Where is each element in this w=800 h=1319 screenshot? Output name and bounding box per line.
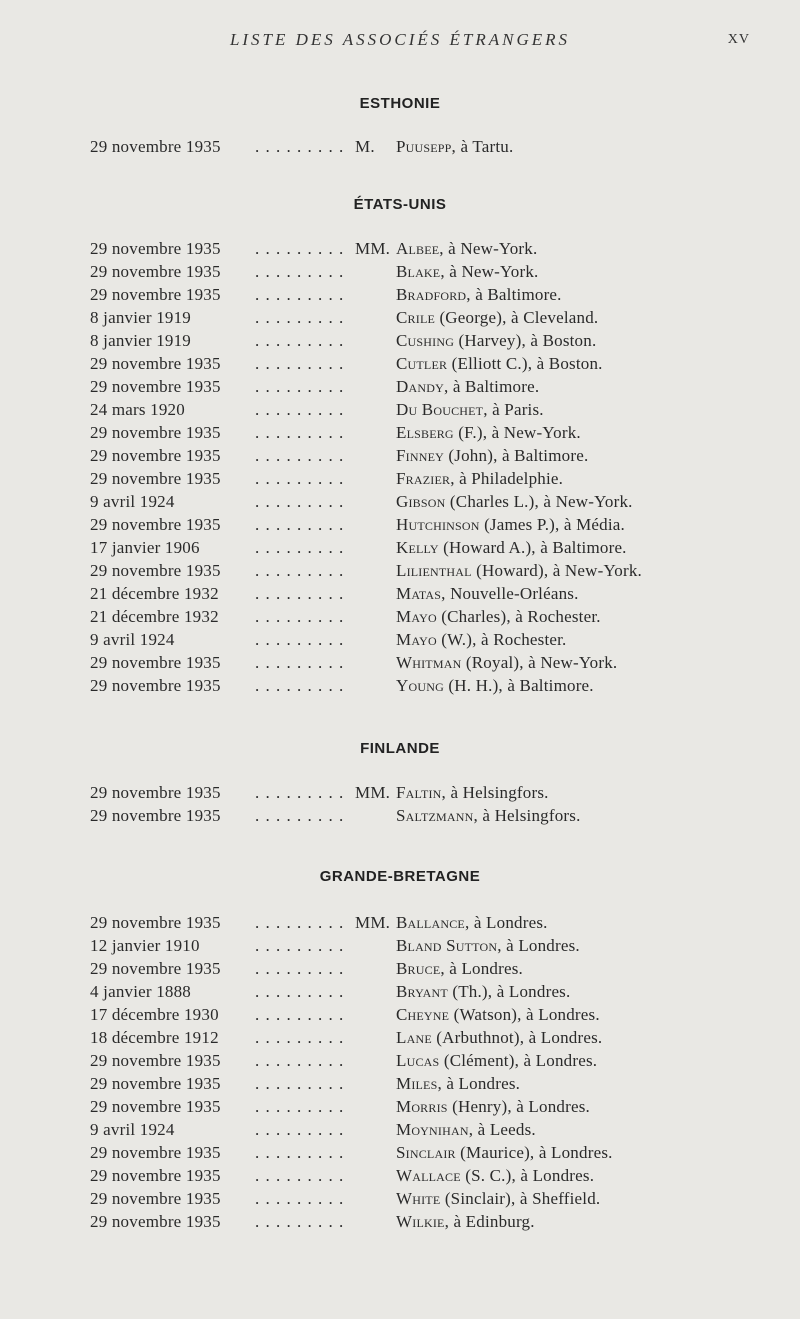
dot-leader: [255, 1187, 350, 1210]
election-date: 29 novembre 1935: [90, 1051, 221, 1070]
election-date: 29 novembre 1935: [90, 1143, 221, 1162]
associate-name: Matas: [396, 584, 442, 603]
associate-details: (Harvey), à Boston.: [454, 331, 597, 350]
associate-details: , à New-York.: [440, 262, 539, 281]
associate-name: Hutchinson: [396, 515, 480, 534]
associate-details: (W.), à Rochester.: [436, 630, 567, 649]
list-item: [0, 934, 800, 957]
associate-name: Du Bouchet: [396, 400, 484, 419]
associate-details: (Clément), à Londres.: [439, 1051, 598, 1070]
associate-details: (Charles), à Rochester.: [436, 607, 601, 626]
list-item: [0, 582, 800, 605]
list-item: [0, 513, 800, 536]
associate-details: , à Tartu.: [451, 137, 514, 156]
associate-entry: [396, 1072, 520, 1095]
dot-leader: [255, 283, 350, 306]
associate-entry: [396, 536, 627, 559]
list-item: [0, 559, 800, 582]
election-date: 29 novembre 1935: [90, 959, 221, 978]
associate-entry: [396, 352, 603, 375]
associate-name: Frazier: [396, 469, 451, 488]
associate-details: , à Paris.: [483, 400, 544, 419]
election-date: 29 novembre 1935: [90, 676, 221, 695]
associate-details: , à New-York.: [439, 239, 538, 258]
associate-details: (Howard A.), à Baltimore.: [438, 538, 627, 557]
list-item: [0, 444, 800, 467]
associate-entry: [396, 490, 633, 513]
list-item: [0, 329, 800, 352]
associate-entry: [396, 467, 563, 490]
associate-entry: [396, 1118, 536, 1141]
election-date: 29 novembre 1935: [90, 377, 221, 396]
dot-leader: [255, 781, 350, 804]
associate-name: Faltin: [396, 783, 442, 802]
dot-leader: [255, 1072, 350, 1095]
election-date: 17 janvier 1906: [90, 538, 200, 557]
election-date: 29 novembre 1935: [90, 1189, 221, 1208]
associate-entry: [396, 1164, 594, 1187]
associate-name: Elsberg: [396, 423, 454, 442]
associate-details: (Howard), à New-York.: [471, 561, 642, 580]
list-item: [0, 957, 800, 980]
election-date: 4 janvier 1888: [90, 982, 191, 1001]
associate-name: Cutler: [396, 354, 448, 373]
associate-name: Crile: [396, 308, 435, 327]
dot-leader: [255, 306, 350, 329]
section-heading: ESTHONIE: [359, 95, 441, 112]
list-item: [0, 1187, 800, 1210]
election-date: 29 novembre 1935: [90, 1166, 221, 1185]
dot-leader: [255, 513, 350, 536]
dot-leader: [255, 1141, 350, 1164]
associate-entry: [396, 398, 544, 421]
election-date: 18 décembre 1912: [90, 1028, 219, 1047]
associate-details: (H. H.), à Baltimore.: [443, 676, 594, 695]
associate-name: White: [396, 1189, 441, 1208]
list-item: [0, 398, 800, 421]
list-item: [0, 1141, 800, 1164]
dot-leader: [255, 1095, 350, 1118]
dot-leader: [255, 1049, 350, 1072]
election-date: 9 avril 1924: [90, 630, 175, 649]
election-date: 17 décembre 1930: [90, 1005, 219, 1024]
list-item: [0, 1118, 800, 1141]
associate-details: (Sinclair), à Sheffield.: [440, 1189, 601, 1208]
associate-entry: [396, 1026, 602, 1049]
election-date: 29 novembre 1935: [90, 1074, 221, 1093]
list-item: [0, 1072, 800, 1095]
election-date: 29 novembre 1935: [90, 1212, 221, 1231]
associate-name: Dandy: [396, 377, 444, 396]
dot-leader: [255, 536, 350, 559]
associate-name: Morris: [396, 1097, 448, 1116]
associate-entry: [396, 559, 642, 582]
election-date: 8 janvier 1919: [90, 308, 191, 327]
election-date: 29 novembre 1935: [90, 354, 221, 373]
associate-entry: [396, 237, 537, 260]
associate-name: Mayo: [396, 607, 437, 626]
associate-details: (Maurice), à Londres.: [455, 1143, 613, 1162]
list-item: [0, 467, 800, 490]
associate-details: , à Helsingfors.: [473, 806, 581, 825]
election-date: 24 mars 1920: [90, 400, 185, 419]
list-item: [0, 536, 800, 559]
associate-entry: [396, 582, 579, 605]
election-date: 21 décembre 1932: [90, 584, 219, 603]
associate-details: (S. C.), à Londres.: [460, 1166, 595, 1185]
associate-name: Young: [396, 676, 444, 695]
election-date: 9 avril 1924: [90, 492, 175, 511]
associate-entry: [396, 306, 598, 329]
list-item: [0, 135, 800, 158]
list-item: [0, 911, 800, 934]
dot-leader: [255, 467, 350, 490]
dot-leader: [255, 444, 350, 467]
list-item: [0, 1164, 800, 1187]
associate-entry: [396, 628, 567, 651]
associate-details: (John), à Baltimore.: [443, 446, 589, 465]
list-item: [0, 628, 800, 651]
associate-name: Bradford: [396, 285, 467, 304]
associate-name: Moynihan: [396, 1120, 469, 1139]
dot-leader: [255, 911, 350, 934]
election-date: 29 novembre 1935: [90, 653, 221, 672]
dot-leader: [255, 1210, 350, 1233]
page-number: XV: [727, 32, 750, 47]
associate-details: , à Londres.: [440, 959, 523, 978]
associate-name: Miles: [396, 1074, 438, 1093]
election-date: 29 novembre 1935: [90, 469, 221, 488]
list-item: [0, 1049, 800, 1072]
dot-leader: [255, 421, 350, 444]
associate-name: Lucas: [396, 1051, 440, 1070]
associate-name: Bruce: [396, 959, 441, 978]
running-head: [0, 30, 800, 54]
associate-entry: [396, 934, 580, 957]
associate-entry: [396, 911, 548, 934]
dot-leader: [255, 628, 350, 651]
dot-leader: [255, 135, 350, 158]
associate-details: (F.), à New-York.: [453, 423, 581, 442]
dot-leader: [255, 1118, 350, 1141]
associate-entry: [396, 513, 625, 536]
associate-details: (James P.), à Média.: [479, 515, 625, 534]
dot-leader: [255, 490, 350, 513]
election-date: 12 janvier 1910: [90, 936, 200, 955]
associate-entry: [396, 674, 594, 697]
list-item: [0, 1095, 800, 1118]
associate-entry: [396, 1210, 535, 1233]
dot-leader: [255, 1026, 350, 1049]
associate-name: Gibson: [396, 492, 446, 511]
dot-leader: [255, 352, 350, 375]
honorific: MM.: [355, 783, 391, 802]
election-date: 29 novembre 1935: [90, 806, 221, 825]
election-date: 29 novembre 1935: [90, 446, 221, 465]
list-item: [0, 980, 800, 1003]
associate-entry: [396, 1187, 600, 1210]
election-date: 29 novembre 1935: [90, 423, 221, 442]
dot-leader: [255, 559, 350, 582]
election-date: 29 novembre 1935: [90, 137, 221, 156]
associate-details: , à Londres.: [464, 913, 548, 932]
dot-leader: [255, 980, 350, 1003]
associate-name: Wilkie: [396, 1212, 445, 1231]
election-date: 9 avril 1924: [90, 1120, 175, 1139]
election-date: 8 janvier 1919: [90, 331, 191, 350]
associate-entry: [396, 421, 581, 444]
dot-leader: [255, 329, 350, 352]
dot-leader: [255, 260, 350, 283]
list-item: [0, 352, 800, 375]
associate-name: Ballance: [396, 913, 465, 932]
associate-entry: [396, 1049, 597, 1072]
associate-details: , à Leeds.: [468, 1120, 536, 1139]
associate-name: Kelly: [396, 538, 439, 557]
associate-details: (Henry), à Londres.: [447, 1097, 590, 1116]
dot-leader: [255, 674, 350, 697]
associate-entry: [396, 957, 523, 980]
section-heading: GRANDE-BRETAGNE: [319, 868, 481, 885]
associate-entry: [396, 781, 549, 804]
associate-entry: [396, 444, 588, 467]
associate-name: Saltzmann: [396, 806, 474, 825]
list-item: [0, 781, 800, 804]
list-item: [0, 804, 800, 827]
dot-leader: [255, 934, 350, 957]
election-date: 29 novembre 1935: [90, 1097, 221, 1116]
associate-details: (Charles L.), à New-York.: [445, 492, 633, 511]
associate-name: Finney: [396, 446, 444, 465]
dot-leader: [255, 375, 350, 398]
associate-entry: [396, 1095, 590, 1118]
election-date: 29 novembre 1935: [90, 285, 221, 304]
dot-leader: [255, 1003, 350, 1026]
list-item: [0, 306, 800, 329]
section-heading: FINLANDE: [360, 740, 440, 757]
list-item: [0, 375, 800, 398]
election-date: 29 novembre 1935: [90, 783, 221, 802]
associate-details: , à Philadelphie.: [450, 469, 564, 488]
dot-leader: [255, 1164, 350, 1187]
dot-leader: [255, 237, 350, 260]
associate-entry: [396, 329, 596, 352]
section-heading: ÉTATS-UNIS: [353, 196, 447, 213]
associate-name: Whitman: [396, 653, 462, 672]
associate-name: Bland Sutton: [396, 936, 498, 955]
associate-name: Wallace: [396, 1166, 461, 1185]
associate-name: Blake: [396, 262, 441, 281]
list-item: [0, 260, 800, 283]
list-item: [0, 1210, 800, 1233]
list-item: [0, 605, 800, 628]
associate-name: Albee: [396, 239, 440, 258]
associate-details: (George), à Cleveland.: [435, 308, 599, 327]
list-item: [0, 237, 800, 260]
associate-entry: [396, 804, 581, 827]
associate-entry: [396, 135, 513, 158]
associate-details: (Elliott C.), à Boston.: [447, 354, 603, 373]
dot-leader: [255, 582, 350, 605]
associate-entry: [396, 375, 539, 398]
associate-entry: [396, 1141, 613, 1164]
dot-leader: [255, 957, 350, 980]
list-item: [0, 283, 800, 306]
list-item: [0, 1026, 800, 1049]
associate-entry: [396, 260, 539, 283]
election-date: 29 novembre 1935: [90, 515, 221, 534]
associate-entry: [396, 1003, 600, 1026]
associate-name: Mayo: [396, 630, 437, 649]
associate-details: , à Londres.: [497, 936, 580, 955]
associate-entry: [396, 651, 617, 674]
election-date: 29 novembre 1935: [90, 561, 221, 580]
list-item: [0, 490, 800, 513]
associate-entry: [396, 283, 562, 306]
associate-name: Cheyne: [396, 1005, 450, 1024]
associate-entry: [396, 605, 601, 628]
associate-name: Sinclair: [396, 1143, 456, 1162]
election-date: 29 novembre 1935: [90, 239, 221, 258]
associate-details: , à Baltimore.: [466, 285, 562, 304]
dot-leader: [255, 651, 350, 674]
associate-name: Bryant: [396, 982, 448, 1001]
list-item: [0, 674, 800, 697]
election-date: 21 décembre 1932: [90, 607, 219, 626]
associate-details: (Arbuthnot), à Londres.: [431, 1028, 603, 1047]
honorific: M.: [355, 137, 375, 156]
associate-details: , à Baltimore.: [443, 377, 540, 396]
election-date: 29 novembre 1935: [90, 913, 221, 932]
associate-name: Puusepp: [396, 137, 452, 156]
associate-name: Cushing: [396, 331, 455, 350]
list-item: [0, 421, 800, 444]
election-date: 29 novembre 1935: [90, 262, 221, 281]
dot-leader: [255, 804, 350, 827]
associate-details: , Nouvelle-Orléans.: [441, 584, 579, 603]
honorific: MM.: [355, 239, 391, 258]
running-title: LISTE DES ASSOCIÉS ÉTRANGERS: [229, 30, 571, 49]
associate-details: (Watson), à Londres.: [449, 1005, 600, 1024]
associate-details: , à Edinburg.: [444, 1212, 535, 1231]
list-item: [0, 1003, 800, 1026]
associate-entry: [396, 980, 570, 1003]
list-item: [0, 651, 800, 674]
associate-details: , à Helsingfors.: [441, 783, 549, 802]
associate-details: (Th.), à Londres.: [447, 982, 571, 1001]
dot-leader: [255, 605, 350, 628]
associate-name: Lane: [396, 1028, 432, 1047]
associate-details: , à Londres.: [437, 1074, 521, 1093]
associate-details: (Royal), à New-York.: [461, 653, 618, 672]
honorific: MM.: [355, 913, 391, 932]
dot-leader: [255, 398, 350, 421]
associate-name: Lilienthal: [396, 561, 472, 580]
